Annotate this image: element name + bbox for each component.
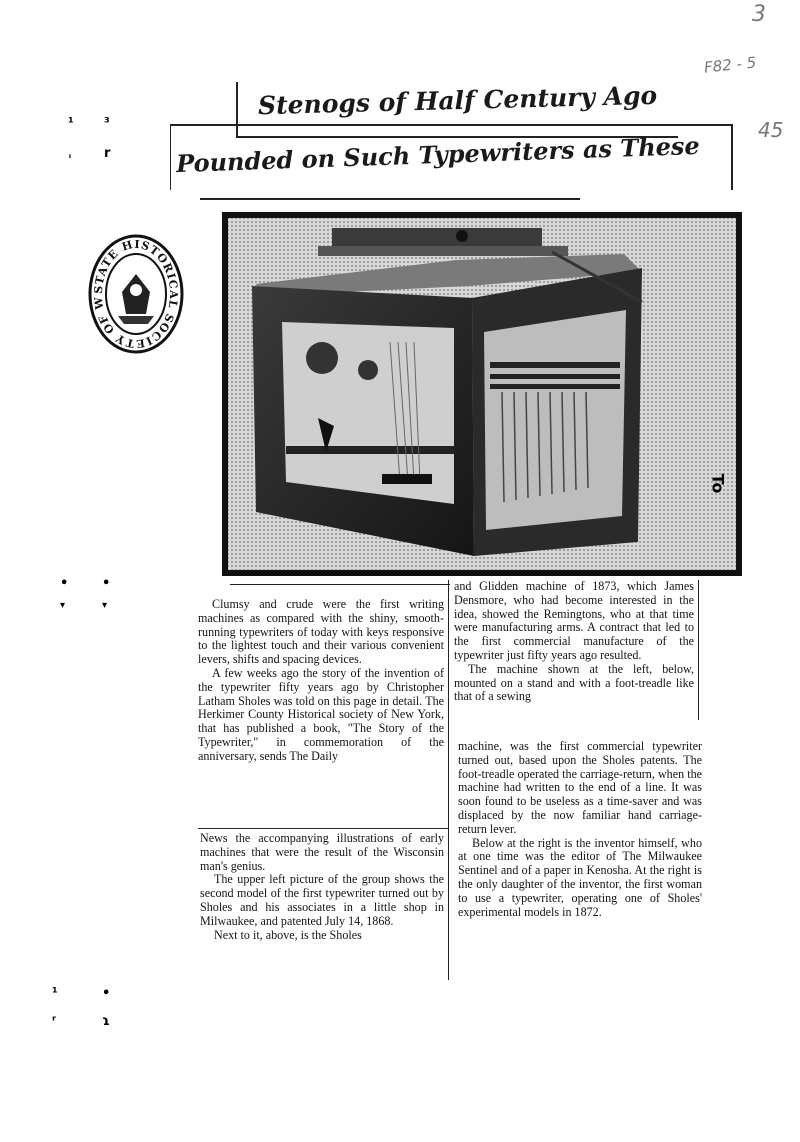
article-right-column-top: [454, 580, 694, 704]
paragraph: and Glidden machine of 1873, which James Densmore, who had become interested in the idea, showed the Remingtons, who at that time were manufacturing arms. A contract that led to the first commercial manufacture of the typewriter just fifty years ago resulted.: [454, 579, 694, 662]
side-stamp: To: [708, 473, 728, 494]
column-divider: [448, 580, 449, 980]
paragraph: machine, was the first commercial typewriter turned out, based upon the Sholes patents. The foot-treadle operated the carriage-return, when the machine had written to the end of a line. It was soon found to be useless as a time-saver and was displaced by the now familiar hand carriage-return lever.: [458, 739, 702, 836]
paragraph: Below at the right is the inventor himself, who at one time was the editor of The Milwaukee Sentinel and of a paper in Kenosha. At the right is the only daughter of the inventor, the first woman to use a typewriter, operating one of Sholes' experimental models in 1872.: [458, 835, 702, 919]
margin-mark: ɿ: [102, 1014, 110, 1029]
article-left-column-lower: [200, 832, 444, 942]
headline-line-1: Stenogs of Half Century Ago: [257, 80, 658, 121]
paragraph: Clumsy and crude were the first writing machines as compared with the shiny, smooth-running typewriters of today with keys responsive to the lightest touch and their various convenient levers, shifts and spacing devices.: [198, 597, 444, 667]
headline-underline: [200, 198, 580, 200]
paragraph: News the accompanying illustrations of early machines that were the result of the Wisconsin man's genius.: [200, 831, 444, 873]
paragraph: The upper left picture of the group shows the second model of the first typewriter turned out by Sholes and his associates in a little shop in Milwaukee, and patented July 14, 1868.: [200, 872, 444, 928]
margin-mark: ▾: [102, 600, 108, 611]
margin-mark: ▾: [60, 600, 66, 611]
historical-society-stamp: [86, 232, 186, 356]
article-left-column: [198, 598, 444, 764]
top-column-rule: [230, 584, 450, 585]
margin-mark: •: [60, 576, 69, 591]
margin-mark: ¹: [52, 986, 58, 1001]
folder-note: F82 - 5: [703, 53, 758, 77]
paragraph: Next to it, above, is the Sholes: [214, 927, 362, 942]
svg-text:STATE HISTORICAL SOCIETY OF WI: STATE HISTORICAL SOCIETY OF W: [91, 237, 181, 351]
margin-mark: ˌ: [68, 146, 72, 161]
left-bottom-rule: [198, 828, 448, 829]
margin-mark: •: [102, 986, 111, 1001]
paragraph: The machine shown at the left, below, mounted on a stand and with a foot-treadle like that of a sewing: [454, 661, 694, 704]
margin-mark: r: [104, 146, 111, 161]
margin-mark: ʳ: [52, 1014, 57, 1029]
typewriter-photo: [222, 212, 742, 576]
page-number: 45: [758, 118, 784, 142]
margin-mark: ¹: [68, 116, 74, 131]
headline-line-2: Pounded on Such Typewriters as These: [175, 130, 701, 179]
margin-mark: •: [102, 576, 111, 591]
right-column-rule: [698, 580, 699, 720]
margin-mark: ³: [104, 116, 110, 131]
article-right-column-bottom: [458, 740, 702, 919]
corner-number: 3: [752, 2, 766, 27]
paragraph: A few weeks ago the story of the invention of the typewriter fifty years ago by Christopher Latham Sholes was told on this page in detail. The Herkimer County Historical society of New York, that has published a book, "The Story of the Typewriter," in commemoration of the anniversary, sends The Daily: [198, 665, 444, 763]
